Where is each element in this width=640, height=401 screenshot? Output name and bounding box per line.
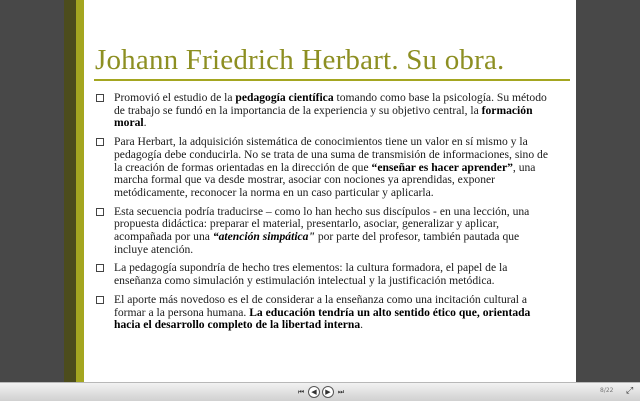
body-text: .: [360, 318, 364, 332]
previous-page-icon: ◀: [311, 388, 317, 396]
bullet-text: [114, 261, 507, 287]
bold-text: [213, 230, 315, 243]
body-text: El aporte más novedoso es el de considerar a la enseñanza como una incitación cultural a formar a la persona humana.: [114, 292, 528, 319]
page-indicator: 8/22: [600, 387, 614, 394]
bold-text: “enseñar es hacer aprender”: [371, 160, 513, 174]
bullet-text: [114, 205, 529, 256]
bullet-text: [114, 293, 530, 331]
last-page-icon: ⏭: [337, 388, 345, 396]
bullet-list: [96, 92, 556, 338]
previous-page-button[interactable]: [308, 386, 320, 398]
bold-text: La educación tendría un alto sentido ético que, orientada hacia el desarrollo completo de la libertad interna: [114, 305, 531, 332]
body-text: La pedagogía supondría de hecho tres elementos: la cultura formadora, el papel de la enseñanza como simulación y estimulación intelectual y la justificación metódica.: [114, 261, 508, 288]
bullet-text: [114, 91, 547, 129]
bullet-marker-icon: [96, 138, 104, 146]
body-text: Esta secuencia podría traducirse – como lo han hecho sus discípulos - en una lección, una propuesta didáctica: preparar el material, presentarlo, asociar, generalizar y aplicar, acompañada por una: [114, 204, 530, 244]
title-underline: [94, 79, 570, 81]
bullet-marker-icon: [96, 296, 104, 304]
bullet-item: [96, 206, 556, 257]
bullet-item: [96, 92, 556, 130]
body-text: .: [143, 116, 147, 130]
bullet-item: [96, 136, 556, 200]
slide: [64, 0, 576, 382]
bullet-text: [114, 135, 548, 199]
fullscreen-icon: ⤢: [626, 386, 634, 396]
slide-accent-band: [76, 0, 84, 382]
bullet-marker-icon: [96, 208, 104, 216]
bullet-marker-icon: [96, 264, 104, 272]
bullet-marker-icon: [96, 94, 104, 102]
slide-title: Johann Friedrich Herbart. Su obra.: [95, 44, 505, 76]
bullet-item: [96, 294, 556, 332]
first-page-icon: ⏮: [297, 388, 305, 396]
body-text: tomando como base la psicología. Su método de trabajo se fundó en la importancia de la experiencia y su objetivo central, la: [114, 91, 547, 117]
slide-accent-band-dark: [64, 0, 76, 382]
bullet-item: [96, 262, 556, 287]
bold-text: pedagogía científica: [235, 91, 334, 104]
body-text: Para Herbart, la adquisición sistemática de conocimientos tiene un valor en sí mismo y la pedagogía debe conducirla. No se trata de una suma de transmisión de informaciones, sino de la creación de formas orientadas en la dirección de que: [114, 135, 548, 174]
emphasis-text: “atención simpática": [212, 230, 315, 244]
body-text: , una marcha formal que va desde mostrar, asociar con nociones ya aprendidas, exponer metódicamente, reconocer la norma en un caso particular y aplicarla.: [114, 160, 536, 199]
body-text: Promovió el estudio de la: [114, 91, 236, 104]
body-text: por parte del profesor, también pautada que incluye atención.: [114, 230, 520, 256]
bold-text: formación moral: [114, 103, 533, 130]
next-page-icon: ▶: [325, 388, 331, 396]
fullscreen-button[interactable]: [626, 386, 633, 397]
viewer-toolbar: [0, 382, 640, 401]
first-page-button[interactable]: [296, 386, 306, 398]
last-page-button[interactable]: [336, 386, 346, 398]
next-page-button[interactable]: [322, 386, 334, 398]
